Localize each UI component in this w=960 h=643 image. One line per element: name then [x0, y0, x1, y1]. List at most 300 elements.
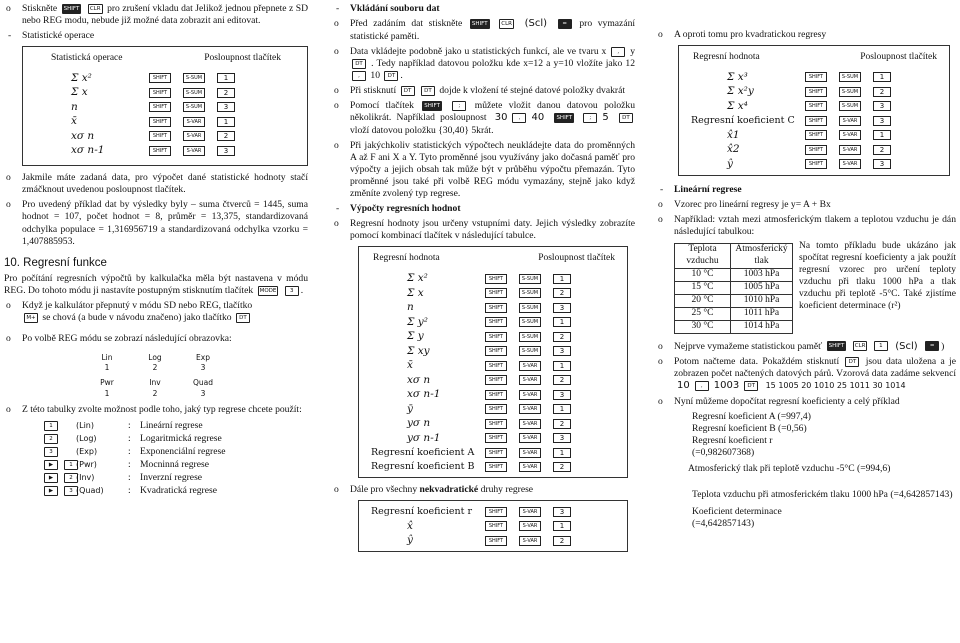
paragraph-clear-first: o Nejprve vymažeme statistickou paměť SHIFT CLR 1 (Scl) = )	[658, 340, 945, 352]
table-row	[365, 504, 621, 519]
section-heading-regression: 10. Regresní funkce	[4, 256, 107, 269]
dt-key: DT	[401, 86, 415, 96]
row-keys	[485, 448, 571, 458]
row-symbol: Σ xy	[407, 344, 430, 357]
table-row	[365, 402, 621, 417]
row-symbol: xσ n-1	[71, 144, 105, 157]
row-symbol: Σ x²	[407, 272, 428, 285]
shift-key: SHIFT	[485, 288, 507, 298]
row-keys	[485, 375, 571, 385]
function-key: S-SUM	[839, 87, 861, 97]
row-symbol: xσ n	[407, 373, 431, 386]
regression-name: Mocninná regrese	[140, 458, 209, 470]
example-block	[656, 241, 956, 336]
heading-stat-operations: - Statistické operace	[8, 30, 95, 42]
function-key: S-VAR	[839, 145, 861, 155]
function-key: S-SUM	[519, 303, 541, 313]
table-row	[365, 533, 621, 548]
regression-type-item	[42, 445, 308, 458]
result-r: Regresní koeficient r	[692, 435, 773, 447]
paragraph-linear-formula: o Vzorec pro lineární regresy je y= A + Bx	[658, 198, 831, 210]
function-key: S-VAR	[839, 116, 861, 126]
arrow-right-icon: ▶	[44, 486, 58, 496]
row-symbol: n	[71, 100, 78, 113]
number-key: 1	[553, 361, 571, 371]
table-row	[29, 71, 301, 86]
shift-key: SHIFT	[805, 159, 827, 169]
mode-label: (Quad)	[76, 485, 104, 495]
paragraph-reg-mode: Pro počítání regresních výpočtů by kalkulačka měla být nastavena v módu REG. Do tohoto módu ji nastavíte postupným stisknutím tlačítek MODE 3 .	[4, 273, 308, 297]
temperature-cell: 20 °C	[675, 294, 731, 307]
key-combo	[42, 447, 76, 457]
heading-reg-values: - Výpočty regresních hodnot	[336, 203, 461, 215]
mode-label: (Lin)	[76, 420, 94, 430]
number-key: 3	[873, 159, 891, 169]
row-keys	[485, 462, 571, 472]
table-row	[685, 143, 943, 158]
shift-key: SHIFT	[556, 114, 573, 121]
dt-key: DT	[384, 71, 398, 81]
table-row	[675, 307, 793, 320]
comma-key: ,	[512, 113, 526, 123]
semicolon-key: ;	[583, 113, 597, 123]
row-keys	[485, 433, 571, 443]
shift-key: SHIFT	[485, 433, 507, 443]
number-key: 2	[553, 462, 571, 472]
function-key: S-SUM	[519, 274, 541, 284]
row-symbol: x̂2	[727, 143, 740, 156]
key-combo	[42, 486, 76, 496]
number-key: 2	[873, 87, 891, 97]
table-row	[685, 114, 943, 129]
regression-type-item	[42, 484, 308, 497]
shift-key: SHIFT	[149, 117, 171, 127]
mode-label: (Exp)	[76, 446, 98, 456]
row-symbol: Σ x³	[727, 70, 748, 83]
shift-key: SHIFT	[149, 146, 171, 156]
table-row	[365, 445, 621, 460]
regression-type-item	[42, 471, 308, 484]
regression-type-list	[4, 419, 308, 497]
menu-row-1: Lin Log Exp	[101, 352, 210, 362]
arrow-right-icon: ▶	[44, 460, 58, 470]
table-row	[365, 416, 621, 431]
paragraph-reg-values: o Regresní hodnoty jsou určeny vstupními daty. Jejich výsledky zobrazíte pomocí kombinací tlačítek v následující tabulce.	[334, 218, 635, 242]
number-key: 3	[553, 390, 571, 400]
quad-table-header: Regresní hodnota Posloupnost tlačítek	[693, 52, 937, 63]
one-key: 1	[874, 341, 888, 351]
shift-key: SHIFT	[485, 419, 507, 429]
table-row	[685, 70, 943, 85]
row-keys	[485, 390, 571, 400]
number-key: 2	[44, 434, 58, 444]
mode-label: (Pwr)	[76, 459, 97, 469]
comma-key: ,	[352, 71, 366, 81]
row-symbol: Σ x	[71, 86, 88, 99]
key-combo	[42, 434, 76, 444]
shift-key: SHIFT	[485, 507, 507, 517]
clr-key: CLR	[89, 5, 101, 12]
table-row	[675, 268, 793, 281]
separator: :	[128, 484, 131, 496]
row-symbol: Σ x⁴	[727, 99, 748, 112]
function-key: S-SUM	[519, 288, 541, 298]
dt-key: DT	[619, 113, 633, 123]
table-row	[685, 128, 943, 143]
number-key: 2	[553, 288, 571, 298]
stat-table	[22, 46, 308, 166]
row-symbol: xσ n	[71, 129, 95, 142]
row-keys	[149, 117, 235, 127]
result-a: Regresní koeficient A (=997,4)	[692, 411, 811, 423]
paragraph-stat-note: o Jakmile máte zadaná data, pro výpočet dané statistické hodnoty stačí zmáčknout uvedenou posloupnost tlačítek.	[6, 172, 308, 196]
number-key: 3	[553, 346, 571, 356]
regression-name: Logaritmická regrese	[140, 432, 222, 444]
shift-key: SHIFT	[485, 536, 507, 546]
regression-name: Exponenciální regrese	[140, 445, 226, 457]
row-symbol: xσ n-1	[407, 388, 441, 401]
shift-key: SHIFT	[424, 102, 440, 109]
row-keys	[805, 145, 891, 155]
number-key: 1	[553, 448, 571, 458]
row-symbol: x̄	[407, 359, 413, 372]
table-row	[365, 373, 621, 388]
table-row	[365, 519, 621, 534]
stat-table-header: Statistická operace Posloupnost tlačítek	[51, 53, 281, 64]
shift-key: SHIFT	[485, 274, 507, 284]
shift-key: SHIFT	[485, 521, 507, 531]
shift-key: SHIFT	[149, 102, 171, 112]
row-keys	[485, 536, 571, 546]
shift-key: SHIFT	[149, 88, 171, 98]
paragraph-nonquadratic: o Dále pro všechny nekvadratické druhy regrese	[334, 484, 534, 496]
paragraph-compute: o Nyní můžeme dopočítat regresní koeficienty a celý příklad	[658, 395, 900, 407]
column-1	[0, 0, 314, 643]
result-pressure: Atmosferický tlak při teplotě vzduchu -5°C (=994,6)	[688, 463, 891, 475]
row-symbol: ȳ	[407, 402, 413, 415]
function-key: S-VAR	[519, 507, 541, 517]
number-key: 2	[873, 145, 891, 155]
table-row	[29, 129, 301, 144]
function-key: S-SUM	[839, 101, 861, 111]
shift-key: SHIFT	[485, 346, 507, 356]
paragraph-choose-type: o Z této tabulky zvolte možnost podle toho, jaký typ regrese chcete použít:	[6, 404, 302, 416]
row-keys	[149, 88, 235, 98]
mplus-key: M+	[24, 313, 38, 323]
separator: :	[128, 432, 131, 444]
row-symbol: Regresní koeficient C	[691, 114, 795, 126]
number-key: 1	[553, 521, 571, 531]
function-key: S-VAR	[519, 361, 541, 371]
regression-type-item	[42, 458, 308, 471]
paragraph-stat-example: o Pro uvedený příklad dat by výsledky byly – suma čtverců = 1445, suma hodnot = 107, počet hodnot = 8, průměr = 13,375, standardizovaná odchylka populace = 1,316956719 a standardizovaná odchylka vzorku = 1,407885953.	[6, 199, 308, 247]
row-symbol: Σ y²	[407, 315, 428, 328]
number-key: 1	[64, 460, 78, 470]
function-key: S-VAR	[839, 159, 861, 169]
function-key: S-SUM	[183, 102, 205, 112]
function-key: S-SUM	[519, 332, 541, 342]
function-key: S-VAR	[519, 404, 541, 414]
paragraph-variables-warning: o Při jakýchkoliv statistických výpočtech neukládejte data do proměnných A až F ani X a Y. Tyto proměnné jsou využívány jako dočasná paměť pro výpočty a jejich obsah tak může být v průběhu výpočtu přemazán. Tyto proměnné jsou také při volbě REG módu vymazány, stejně jako když změníte zvolený typ regrese.	[334, 139, 635, 200]
row-keys	[485, 419, 571, 429]
paragraph-clear-input: o Stiskněte SHIFT CLR pro zrušení vkladu dat Jelikož jednou přepnete z SD nebo REG modu, nebude již možné data zobrazit ani editovat.	[6, 3, 309, 27]
row-keys	[805, 130, 891, 140]
shift-key: SHIFT	[485, 303, 507, 313]
reg-values-table	[358, 246, 628, 478]
row-keys	[805, 101, 891, 111]
row-symbol: x̂1	[727, 128, 740, 141]
shift-key: SHIFT	[485, 404, 507, 414]
pressure-cell: 1003 hPa	[731, 268, 793, 281]
comma-key: ,	[611, 47, 625, 57]
number-key: 3	[217, 102, 235, 112]
shift-key: SHIFT	[805, 116, 827, 126]
number-key: 2	[553, 375, 571, 385]
table-row	[685, 157, 943, 172]
regression-name: Inverzní regrese	[140, 471, 203, 483]
dt-key: DT	[845, 357, 859, 367]
function-key: S-VAR	[519, 462, 541, 472]
shift-key: SHIFT	[805, 130, 827, 140]
heading-data-input: - Vkládání souboru dat	[336, 3, 440, 14]
regression-type-item	[42, 432, 308, 445]
reg-r-table-rows	[365, 504, 621, 548]
paragraph-mplus-dt: o Když je kalkulátor přepnutý v módu SD nebo REG, tlačítko M+ se chová (a bude v návodu značeno) jako tlačítko DT	[6, 300, 253, 324]
row-symbol: x̂	[407, 519, 413, 532]
row-keys	[485, 521, 571, 531]
table-row	[365, 286, 621, 301]
number-key: 3	[64, 486, 78, 496]
table-row	[675, 320, 793, 333]
function-key: S-VAR	[519, 375, 541, 385]
regression-type-item	[42, 419, 308, 432]
shift-key: SHIFT	[471, 20, 488, 27]
row-keys	[149, 102, 235, 112]
function-key: S-VAR	[519, 536, 541, 546]
number-key: 1	[553, 274, 571, 284]
dt-key: DT	[421, 86, 435, 96]
number-key: 2	[217, 131, 235, 141]
pressure-cell: 1011 hPa	[731, 307, 793, 320]
semicolon-key: ;	[452, 101, 466, 111]
table-row	[365, 315, 621, 330]
row-keys	[149, 73, 235, 83]
dt-key: DT	[744, 381, 758, 391]
row-keys	[485, 303, 571, 313]
results-list	[656, 411, 956, 530]
table-row	[365, 271, 621, 286]
result-r-value: (=0,982607368)	[692, 447, 755, 459]
row-keys	[485, 346, 571, 356]
row-symbol: Regresní koeficient B	[371, 461, 475, 473]
number-key: 3	[217, 146, 235, 156]
paragraph-clear-memory: o Před zadáním dat stiskněte SHIFT CLR (Scl) = pro vymazání statistické paměti.	[334, 18, 636, 42]
quad-table	[678, 45, 950, 175]
equals-key: =	[925, 341, 939, 351]
pressure-cell: 1005 hPa	[731, 281, 793, 294]
function-key: S-VAR	[519, 521, 541, 531]
key-combo	[42, 473, 76, 483]
table-row	[365, 460, 621, 475]
function-key: S-SUM	[519, 317, 541, 327]
row-keys	[485, 332, 571, 342]
paragraph-example-table: o Například: vztah mezi atmosferickým tlakem a teplotou vzduchu je dán následující tabulkou:	[658, 213, 956, 237]
shift-key: SHIFT	[485, 317, 507, 327]
row-symbol: yσ n	[407, 417, 431, 430]
row-symbol: x̄	[71, 115, 77, 128]
menu-row-2-numbers: 1 2 3	[104, 388, 206, 398]
number-key: 1	[873, 130, 891, 140]
scl-label: (Scl)	[524, 18, 548, 30]
mode-label: (Log)	[76, 433, 97, 443]
clr-key: CLR	[854, 343, 866, 350]
function-key: S-VAR	[519, 390, 541, 400]
number-key: 3	[553, 303, 571, 313]
paragraph-quad-intro: o A oproti tomu pro kvadratickou regresy	[658, 29, 827, 40]
paragraph-repeat-data: o Pomocí tlačítek SHIFT ; můžete vložit danou datovou položku několikrát. Například posloupnost 30 , 40 SHIFT ; 5 DT vloží datovou položku {30,40} 5krát.	[334, 100, 636, 136]
number-key: 1	[217, 117, 235, 127]
row-keys	[805, 116, 891, 126]
number-key: 2	[64, 473, 78, 483]
shift-key: SHIFT	[485, 390, 507, 400]
function-key: S-SUM	[519, 346, 541, 356]
row-keys	[805, 159, 891, 169]
paragraph-load-data: o Potom načteme data. Pokaždém stisknutí DT jsou data uložena a je zobrazen počet načtených datových párů. Vzorová data zadáme sekvencí 10 , 1003 DT 15 1005 20 1010 25 1011 30 1014	[658, 356, 956, 392]
shift-key: SHIFT	[485, 448, 507, 458]
row-keys	[485, 274, 571, 284]
row-symbol: Σ x²	[71, 71, 92, 84]
shift-key: SHIFT	[485, 375, 507, 385]
paragraph-reg-screen: o Po volbě REG módu se zobrazí následující obrazovka:	[6, 332, 232, 344]
quad-table-rows	[685, 70, 943, 172]
row-keys	[805, 72, 891, 82]
reg-values-table-rows	[365, 271, 621, 474]
reg-values-table-header: Regresní hodnota Posloupnost tlačítek	[373, 253, 615, 264]
mode-key: MODE	[259, 288, 277, 295]
row-keys	[485, 317, 571, 327]
function-key: S-VAR	[519, 448, 541, 458]
separator: :	[128, 445, 131, 457]
row-keys	[149, 131, 235, 141]
table-row	[365, 300, 621, 315]
table-row	[365, 344, 621, 359]
table-row	[29, 115, 301, 130]
row-keys	[149, 146, 235, 156]
shift-key: SHIFT	[485, 462, 507, 472]
temperature-cell: 25 °C	[675, 307, 731, 320]
number-key: 3	[873, 116, 891, 126]
regression-name: Lineární regrese	[140, 419, 203, 431]
separator: :	[128, 471, 131, 483]
number-key: 1	[217, 73, 235, 83]
function-key: S-SUM	[183, 88, 205, 98]
table-row	[365, 431, 621, 446]
heading-linear-regression: - Lineární regrese	[660, 183, 742, 195]
shift-key: SHIFT	[485, 332, 507, 342]
number-key: 1	[553, 317, 571, 327]
number-key: 2	[217, 88, 235, 98]
table-row	[29, 86, 301, 101]
pressure-cell: 1010 hPa	[731, 294, 793, 307]
row-symbol: Σ x²y	[727, 85, 754, 98]
row-keys	[485, 361, 571, 371]
three-key: 3	[285, 286, 299, 296]
row-keys	[805, 87, 891, 97]
temperature-cell: 15 °C	[675, 281, 731, 294]
function-key: S-VAR	[183, 117, 205, 127]
function-key: S-SUM	[183, 73, 205, 83]
number-key: 2	[553, 536, 571, 546]
temperature-cell: 10 °C	[675, 268, 731, 281]
number-key: 3	[44, 447, 58, 457]
row-symbol: ŷ	[727, 157, 733, 170]
row-symbol: Regresní koeficient r	[371, 505, 472, 517]
table-row	[685, 85, 943, 100]
table-row	[365, 358, 621, 373]
column-3	[650, 0, 960, 643]
function-key: S-VAR	[839, 130, 861, 140]
result-temperature: Teplota vzduchu při atmosferickém tlaku 1000 hPa (=4,642857143)	[692, 489, 953, 501]
menu-row-1-numbers: 1 2 3	[104, 363, 206, 373]
number-key: 3	[873, 101, 891, 111]
equals-key: =	[558, 19, 572, 29]
number-key: 1	[873, 72, 891, 82]
reg-menu-screen	[94, 353, 308, 399]
column-2	[326, 0, 641, 643]
table-row	[365, 329, 621, 344]
shift-key: SHIFT	[149, 131, 171, 141]
row-keys	[485, 288, 571, 298]
regression-name: Kvadratická regrese	[140, 484, 217, 496]
row-symbol: yσ n-1	[407, 431, 441, 444]
shift-key: SHIFT	[805, 145, 827, 155]
reg-r-table	[358, 500, 628, 552]
temperature-cell: 30 °C	[675, 320, 731, 333]
example-description: Na tomto příkladu bude ukázáno jak spočítat regresní koeficienty a jak použít regresní vzorec pro určení teploty vzduchu při tlaku 1000 hPa a tlak vzduchu při teplotě -5°C. Také zjistíme koeficient determinace (r²)	[799, 240, 956, 311]
table-row	[685, 99, 943, 114]
dt-key: DT	[236, 313, 250, 323]
paragraph-data-format: o Data vkládejte podobně jako u statistických funkcí, ale ve tvaru x , y DT . Tedy například datovou položku kde x=12 a y=10 vložíte jako 12 , 10 DT .	[334, 45, 635, 81]
stat-table-rows	[29, 71, 301, 158]
function-key: S-VAR	[519, 419, 541, 429]
shift-key: SHIFT	[805, 72, 827, 82]
data-table: Teplota vzduchu Atmosferický tlak 10 °C 1003 hPa 15 °C 1005 hPa 20 °C 1010 hPa 25 °C 1011 hPa 30 °C 1014 hPa	[674, 243, 793, 334]
number-key: 1	[44, 421, 58, 431]
shift-key: SHIFT	[805, 87, 827, 97]
number-key: 3	[553, 433, 571, 443]
function-key: S-VAR	[519, 433, 541, 443]
row-symbol: ŷ	[407, 534, 413, 547]
row-keys	[485, 404, 571, 414]
result-determination: Koeficient determinace	[692, 505, 782, 517]
table-row	[29, 144, 301, 159]
menu-row-2: Pwr Inv Quad	[100, 378, 213, 388]
mode-label: (Inv)	[76, 472, 95, 482]
number-key: 2	[553, 419, 571, 429]
number-key: 1	[553, 404, 571, 414]
table-row	[675, 294, 793, 307]
table-row	[29, 100, 301, 115]
key-combo	[42, 421, 76, 431]
row-symbol: Σ x	[407, 286, 424, 299]
row-symbol: Regresní koeficient A	[371, 446, 475, 458]
row-symbol: Σ y	[407, 330, 424, 343]
pressure-cell: 1014 hPa	[731, 320, 793, 333]
function-key: S-VAR	[183, 146, 205, 156]
number-key: 3	[553, 507, 571, 517]
number-key: 2	[553, 332, 571, 342]
shift-key: SHIFT	[63, 5, 80, 12]
